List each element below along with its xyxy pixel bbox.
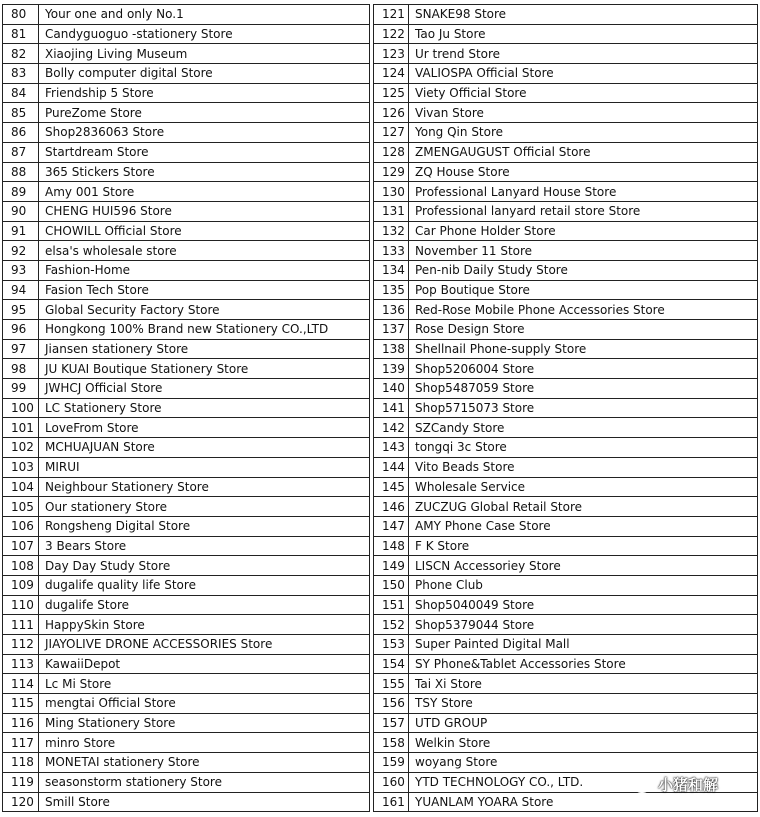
row-number: 133	[374, 241, 409, 261]
row-number: 115	[3, 694, 39, 714]
store-name: Jiansen stationery Store	[39, 339, 370, 359]
store-name: Xiaojing Living Museum	[39, 44, 370, 64]
row-number: 124	[374, 64, 409, 84]
store-name: Shop5379044 Store	[409, 615, 758, 635]
table-row	[3, 123, 370, 143]
table-row	[374, 635, 758, 655]
row-number: 99	[3, 379, 39, 399]
store-name: SZCandy Store	[409, 418, 758, 438]
table-row	[3, 418, 370, 438]
store-name: Neighbour Stationery Store	[39, 477, 370, 497]
table-row	[3, 359, 370, 379]
store-name: SNAKE98 Store	[409, 5, 758, 25]
store-name: Hongkong 100% Brand new Stationery CO.,LTD	[39, 320, 370, 340]
row-number: 127	[374, 123, 409, 143]
row-number: 153	[374, 635, 409, 655]
store-name: MIRUI	[39, 457, 370, 477]
store-name: seasonstorm stationery Store	[39, 772, 370, 792]
table-row	[3, 221, 370, 241]
row-number: 93	[3, 260, 39, 280]
row-number: 91	[3, 221, 39, 241]
store-table-left	[2, 4, 370, 812]
table-row	[3, 162, 370, 182]
store-name: 365 Stickers Store	[39, 162, 370, 182]
table-row	[374, 83, 758, 103]
table-row	[3, 615, 370, 635]
table-row	[374, 654, 758, 674]
row-number: 161	[374, 792, 409, 812]
row-number: 114	[3, 674, 39, 694]
row-number: 119	[3, 772, 39, 792]
table-row	[3, 635, 370, 655]
table-row	[374, 398, 758, 418]
row-number: 150	[374, 575, 409, 595]
table-row	[3, 44, 370, 64]
store-name: Vito Beads Store	[409, 457, 758, 477]
store-name: LoveFrom Store	[39, 418, 370, 438]
table-row	[374, 44, 758, 64]
store-name: minro Store	[39, 733, 370, 753]
store-name: Shop5206004 Store	[409, 359, 758, 379]
table-row	[374, 595, 758, 615]
row-number: 134	[374, 260, 409, 280]
store-name: PureZome Store	[39, 103, 370, 123]
store-name: JWHCJ Official Store	[39, 379, 370, 399]
row-number: 83	[3, 64, 39, 84]
table-row	[3, 792, 370, 812]
row-number: 140	[374, 379, 409, 399]
table-row	[374, 260, 758, 280]
row-number: 132	[374, 221, 409, 241]
store-name: Pop Boutique Store	[409, 280, 758, 300]
store-name: Day Day Study Store	[39, 556, 370, 576]
store-name: F K Store	[409, 536, 758, 556]
row-number: 100	[3, 398, 39, 418]
row-number: 109	[3, 575, 39, 595]
table-row	[374, 556, 758, 576]
store-name: LC Stationery Store	[39, 398, 370, 418]
row-number: 94	[3, 280, 39, 300]
row-number: 154	[374, 654, 409, 674]
row-number: 143	[374, 438, 409, 458]
table-row	[3, 536, 370, 556]
store-name: Yong Qin Store	[409, 123, 758, 143]
table-row	[374, 733, 758, 753]
store-name: UTD GROUP	[409, 713, 758, 733]
row-number: 158	[374, 733, 409, 753]
row-number: 122	[374, 24, 409, 44]
table-row	[374, 320, 758, 340]
store-name: elsa's wholesale store	[39, 241, 370, 261]
row-number: 96	[3, 320, 39, 340]
store-name: dugalife quality life Store	[39, 575, 370, 595]
store-name: Smill Store	[39, 792, 370, 812]
row-number: 120	[3, 792, 39, 812]
store-name: Rongsheng Digital Store	[39, 516, 370, 536]
row-number: 156	[374, 694, 409, 714]
table-row	[374, 694, 758, 714]
store-name: CHENG HUI596 Store	[39, 201, 370, 221]
row-number: 141	[374, 398, 409, 418]
watermark	[622, 773, 718, 795]
store-name: Car Phone Holder Store	[409, 221, 758, 241]
table-row	[374, 674, 758, 694]
table-row	[3, 457, 370, 477]
store-name: JIAYOLIVE DRONE ACCESSORIES Store	[39, 635, 370, 655]
table-row	[374, 516, 758, 536]
store-name: TSY Store	[409, 694, 758, 714]
store-name: 3 Bears Store	[39, 536, 370, 556]
row-number: 139	[374, 359, 409, 379]
store-name: Our stationery Store	[39, 497, 370, 517]
store-name: CHOWILL Official Store	[39, 221, 370, 241]
store-name: Global Security Factory Store	[39, 300, 370, 320]
table-row	[374, 241, 758, 261]
store-name: Fasion Tech Store	[39, 280, 370, 300]
store-name: ZMENGAUGUST Official Store	[409, 142, 758, 162]
table-row	[374, 162, 758, 182]
row-number: 130	[374, 182, 409, 202]
table-row	[374, 753, 758, 773]
store-name: Shop5487059 Store	[409, 379, 758, 399]
row-number: 89	[3, 182, 39, 202]
table-row	[374, 123, 758, 143]
store-name: Bolly computer digital Store	[39, 64, 370, 84]
row-number: 137	[374, 320, 409, 340]
store-name: Rose Design Store	[409, 320, 758, 340]
table-row	[3, 339, 370, 359]
store-name: VALIOSPA Official Store	[409, 64, 758, 84]
row-number: 138	[374, 339, 409, 359]
table-row	[374, 300, 758, 320]
row-number: 92	[3, 241, 39, 261]
table-row	[3, 5, 370, 25]
store-name: Your one and only No.1	[39, 5, 370, 25]
table-row	[3, 497, 370, 517]
table-row	[3, 674, 370, 694]
store-name: Welkin Store	[409, 733, 758, 753]
row-number: 80	[3, 5, 39, 25]
table-row	[3, 733, 370, 753]
row-number: 101	[3, 418, 39, 438]
table-row	[374, 457, 758, 477]
table-row	[374, 280, 758, 300]
table-row	[374, 379, 758, 399]
row-number: 121	[374, 5, 409, 25]
store-name: Ur trend Store	[409, 44, 758, 64]
store-name: Vivan Store	[409, 103, 758, 123]
table-row	[3, 300, 370, 320]
table-row	[3, 753, 370, 773]
row-number: 110	[3, 595, 39, 615]
row-number: 103	[3, 457, 39, 477]
row-number: 160	[374, 772, 409, 792]
store-name: mengtai Official Store	[39, 694, 370, 714]
store-name: Shellnail Phone-supply Store	[409, 339, 758, 359]
store-name: Tai Xi Store	[409, 674, 758, 694]
row-number: 87	[3, 142, 39, 162]
table-row	[3, 713, 370, 733]
store-name: JU KUAI Boutique Stationery Store	[39, 359, 370, 379]
store-name: ZQ House Store	[409, 162, 758, 182]
store-name: dugalife Store	[39, 595, 370, 615]
table-row	[3, 575, 370, 595]
row-number: 111	[3, 615, 39, 635]
table-row	[3, 398, 370, 418]
store-name: November 11 Store	[409, 241, 758, 261]
store-name: Startdream Store	[39, 142, 370, 162]
store-name: Professional lanyard retail store Store	[409, 201, 758, 221]
store-name: AMY Phone Case Store	[409, 516, 758, 536]
table-row	[374, 713, 758, 733]
table-row	[3, 103, 370, 123]
row-number: 106	[3, 516, 39, 536]
row-number: 146	[374, 497, 409, 517]
table-row	[3, 320, 370, 340]
store-name: SY Phone&Tablet Accessories Store	[409, 654, 758, 674]
row-number: 144	[374, 457, 409, 477]
store-name: Friendship 5 Store	[39, 83, 370, 103]
store-name: Shop5715073 Store	[409, 398, 758, 418]
row-number: 85	[3, 103, 39, 123]
store-name: Viety Official Store	[409, 83, 758, 103]
row-number: 148	[374, 536, 409, 556]
row-number: 112	[3, 635, 39, 655]
table-row	[3, 182, 370, 202]
table-row	[374, 359, 758, 379]
table-row	[3, 556, 370, 576]
row-number: 97	[3, 339, 39, 359]
row-number: 131	[374, 201, 409, 221]
row-number: 147	[374, 516, 409, 536]
table-row	[3, 260, 370, 280]
table-row	[3, 477, 370, 497]
store-name: Professional Lanyard House Store	[409, 182, 758, 202]
store-name: MCHUAJUAN Store	[39, 438, 370, 458]
row-number: 118	[3, 753, 39, 773]
row-number: 104	[3, 477, 39, 497]
row-number: 116	[3, 713, 39, 733]
store-name: LISCN Accessoriey Store	[409, 556, 758, 576]
row-number: 105	[3, 497, 39, 517]
store-name: Candyguoguo -stationery Store	[39, 24, 370, 44]
store-name: Wholesale Service	[409, 477, 758, 497]
table-row	[3, 83, 370, 103]
store-name: YUANLAM YOARA Store	[409, 792, 758, 812]
table-row	[374, 438, 758, 458]
table-row	[3, 24, 370, 44]
table-row	[374, 64, 758, 84]
row-number: 84	[3, 83, 39, 103]
row-number: 142	[374, 418, 409, 438]
table-row	[374, 103, 758, 123]
table-row	[374, 201, 758, 221]
table-row	[3, 516, 370, 536]
store-table-right	[373, 4, 758, 812]
store-name: KawaiiDepot	[39, 654, 370, 674]
row-number: 81	[3, 24, 39, 44]
table-row	[374, 418, 758, 438]
store-name: woyang Store	[409, 753, 758, 773]
row-number: 98	[3, 359, 39, 379]
row-number: 88	[3, 162, 39, 182]
table-row	[374, 221, 758, 241]
store-name: tongqi 3c Store	[409, 438, 758, 458]
table-row	[3, 772, 370, 792]
table-row	[3, 379, 370, 399]
table-row	[374, 536, 758, 556]
table-row	[374, 575, 758, 595]
store-name: Amy 001 Store	[39, 182, 370, 202]
store-name: Shop2836063 Store	[39, 123, 370, 143]
row-number: 136	[374, 300, 409, 320]
table-row	[3, 438, 370, 458]
row-number: 102	[3, 438, 39, 458]
store-name: YTD TECHNOLOGY CO., LTD.	[409, 772, 758, 792]
row-number: 82	[3, 44, 39, 64]
store-name: MONETAI stationery Store	[39, 753, 370, 773]
row-number: 145	[374, 477, 409, 497]
table-row	[3, 241, 370, 261]
store-name: Lc Mi Store	[39, 674, 370, 694]
row-number: 128	[374, 142, 409, 162]
row-number: 152	[374, 615, 409, 635]
store-name: Pen-nib Daily Study Store	[409, 260, 758, 280]
table-row	[374, 615, 758, 635]
row-number: 108	[3, 556, 39, 576]
table-row	[3, 595, 370, 615]
row-number: 149	[374, 556, 409, 576]
table-row	[374, 497, 758, 517]
row-number: 90	[3, 201, 39, 221]
table-row	[3, 64, 370, 84]
store-name: Super Painted Digital Mall	[409, 635, 758, 655]
row-number: 151	[374, 595, 409, 615]
table-row	[374, 142, 758, 162]
table-row	[3, 280, 370, 300]
table-row	[3, 201, 370, 221]
table-row	[3, 694, 370, 714]
row-number: 86	[3, 123, 39, 143]
table-row	[374, 477, 758, 497]
row-number: 159	[374, 753, 409, 773]
watermark-text: 小猪和解	[658, 775, 719, 794]
row-number: 123	[374, 44, 409, 64]
table-row	[3, 142, 370, 162]
table-row	[374, 339, 758, 359]
store-name: ZUCZUG Global Retail Store	[409, 497, 758, 517]
row-number: 135	[374, 280, 409, 300]
row-number: 113	[3, 654, 39, 674]
row-number: 155	[374, 674, 409, 694]
store-name: HappySkin Store	[39, 615, 370, 635]
row-number: 129	[374, 162, 409, 182]
store-name: Ming Stationery Store	[39, 713, 370, 733]
table-row	[374, 5, 758, 25]
wechat-icon	[622, 773, 652, 795]
store-name: Fashion-Home	[39, 260, 370, 280]
table-row	[374, 24, 758, 44]
row-number: 157	[374, 713, 409, 733]
table-row	[374, 182, 758, 202]
row-number: 117	[3, 733, 39, 753]
table-row	[3, 654, 370, 674]
store-name: Tao Ju Store	[409, 24, 758, 44]
store-name: Phone Club	[409, 575, 758, 595]
row-number: 107	[3, 536, 39, 556]
row-number: 95	[3, 300, 39, 320]
row-number: 126	[374, 103, 409, 123]
store-name: Shop5040049 Store	[409, 595, 758, 615]
row-number: 125	[374, 83, 409, 103]
store-name: Red-Rose Mobile Phone Accessories Store	[409, 300, 758, 320]
